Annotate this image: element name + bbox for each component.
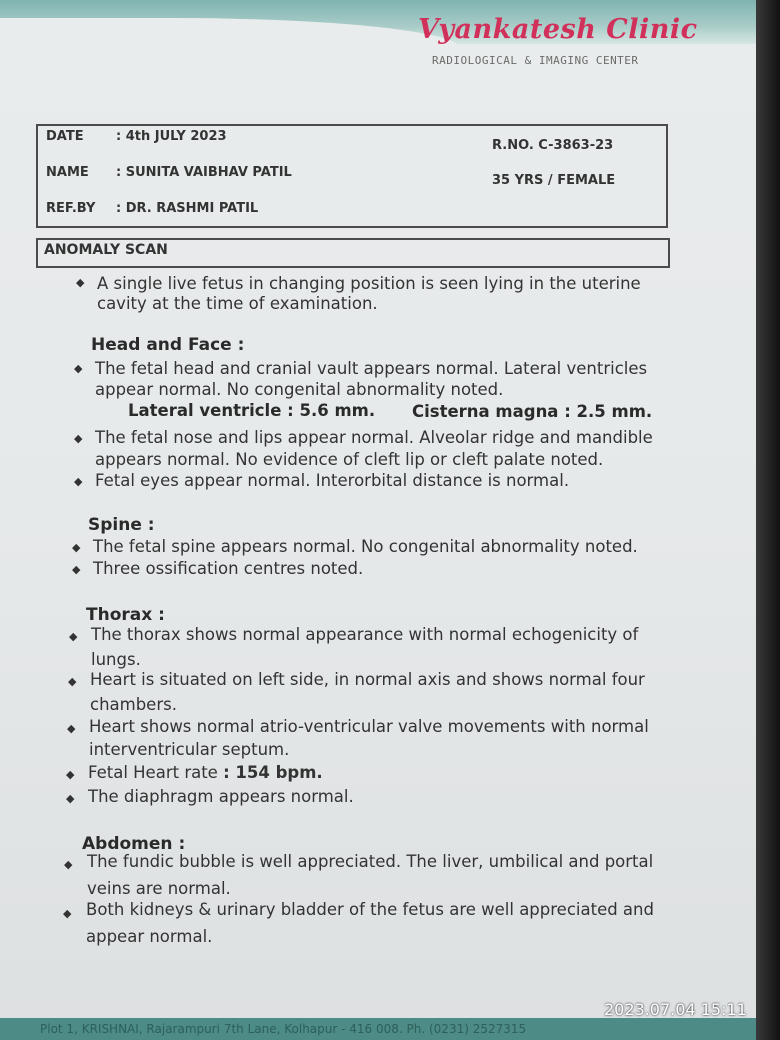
date-row bbox=[46, 129, 227, 144]
thorax-b3-l2: interventricular septum. bbox=[89, 740, 290, 759]
bullet-icon: ◆ bbox=[69, 630, 78, 643]
bullet-icon: ◆ bbox=[72, 563, 81, 576]
head-face-b2-l1: The fetal nose and lips appear normal. Alveolar ridge and mandible bbox=[95, 428, 653, 447]
intro-line-1: A single live fetus in changing position is seen lying in the uterine bbox=[97, 274, 641, 293]
footer-address: Plot 1, KRISHNAI, Rajarampuri 7th Lane, Kolhapur - 416 008. Ph. (0231) 2527315 bbox=[40, 1022, 527, 1036]
bullet-icon: ◆ bbox=[66, 792, 75, 805]
bullet-icon: ◆ bbox=[74, 475, 83, 488]
name-row bbox=[46, 165, 292, 180]
clinic-name: Vyankatesh Clinic bbox=[418, 14, 698, 45]
bullet-icon: ◆ bbox=[64, 858, 73, 871]
thorax-heading: Thorax : bbox=[86, 605, 165, 625]
bullet-icon: ◆ bbox=[67, 722, 76, 735]
name-value: : SUNITA VAIBHAV PATIL bbox=[116, 165, 292, 180]
abdomen-b1-l1: The fundic bubble is well appreciated. The liver, umbilical and portal bbox=[87, 852, 654, 871]
abdomen-b2-l2: appear normal. bbox=[86, 927, 213, 946]
abdomen-heading: Abdomen : bbox=[82, 834, 186, 854]
thorax-b3-l1: Heart shows normal atrio-ventricular valve movements with normal bbox=[89, 717, 649, 736]
bullet-icon: ◆ bbox=[68, 675, 77, 688]
page-edge-shadow bbox=[756, 0, 780, 1040]
cisterna-magna: Cisterna magna : 2.5 mm. bbox=[412, 402, 653, 421]
bullet-icon: ◆ bbox=[66, 768, 75, 781]
report-title: ANOMALY SCAN bbox=[36, 238, 670, 268]
head-face-b2-l2: appears normal. No evidence of cleft lip or cleft palate noted. bbox=[95, 450, 604, 469]
heart-rate-value: : 154 bpm. bbox=[223, 763, 323, 782]
refby-value: : DR. RASHMI PATIL bbox=[116, 201, 259, 216]
head-face-heading: Head and Face : bbox=[91, 335, 245, 355]
registration-number: R.NO. C-3863-23 bbox=[492, 138, 614, 153]
refby-label: REF.BY bbox=[46, 201, 96, 216]
head-face-b1-l2: appear normal. No congenital abnormality noted. bbox=[95, 380, 504, 399]
bullet-icon: ◆ bbox=[74, 432, 83, 445]
thorax-b1-l2: lungs. bbox=[91, 650, 141, 669]
abdomen-b2-l1: Both kidneys & urinary bladder of the fetus are well appreciated and bbox=[86, 900, 654, 919]
name-label: NAME bbox=[46, 165, 89, 180]
heart-rate-label: Fetal Heart rate bbox=[88, 763, 224, 782]
age-sex: 35 YRS / FEMALE bbox=[492, 173, 616, 188]
thorax-b2-l2: chambers. bbox=[90, 695, 177, 714]
head-face-b3: Fetal eyes appear normal. Interorbital distance is normal. bbox=[95, 471, 570, 490]
head-face-b1-l1: The fetal head and cranial vault appears normal. Lateral ventricles bbox=[95, 359, 648, 378]
clinic-subtitle: RADIOLOGICAL & IMAGING CENTER bbox=[432, 54, 639, 67]
thorax-b2-l1: Heart is situated on left side, in normal axis and shows normal four bbox=[90, 670, 645, 689]
bullet-icon: ◆ bbox=[72, 541, 81, 554]
thorax-b1-l1: The thorax shows normal appearance with normal echogenicity of bbox=[91, 625, 639, 644]
bullet-icon: ◆ bbox=[63, 907, 72, 920]
lateral-ventricle: Lateral ventricle : 5.6 mm. bbox=[128, 401, 376, 420]
bullet-icon: ◆ bbox=[74, 362, 83, 375]
intro-line-2: cavity at the time of examination. bbox=[97, 294, 378, 313]
thorax-b5: The diaphragm appears normal. bbox=[88, 787, 354, 806]
thorax-b4 bbox=[88, 763, 323, 782]
photo-timestamp: 2023.07.04 15:11 bbox=[604, 1000, 747, 1019]
bullet-icon: ◆ bbox=[76, 276, 85, 289]
spine-b1: The fetal spine appears normal. No congenital abnormality noted. bbox=[93, 537, 638, 556]
spine-heading: Spine : bbox=[88, 515, 155, 535]
spine-b2: Three ossification centres noted. bbox=[93, 559, 364, 578]
date-value: : 4th JULY 2023 bbox=[116, 129, 227, 144]
date-label: DATE bbox=[46, 129, 84, 144]
refby-row bbox=[46, 201, 258, 216]
abdomen-b1-l2: veins are normal. bbox=[87, 879, 231, 898]
